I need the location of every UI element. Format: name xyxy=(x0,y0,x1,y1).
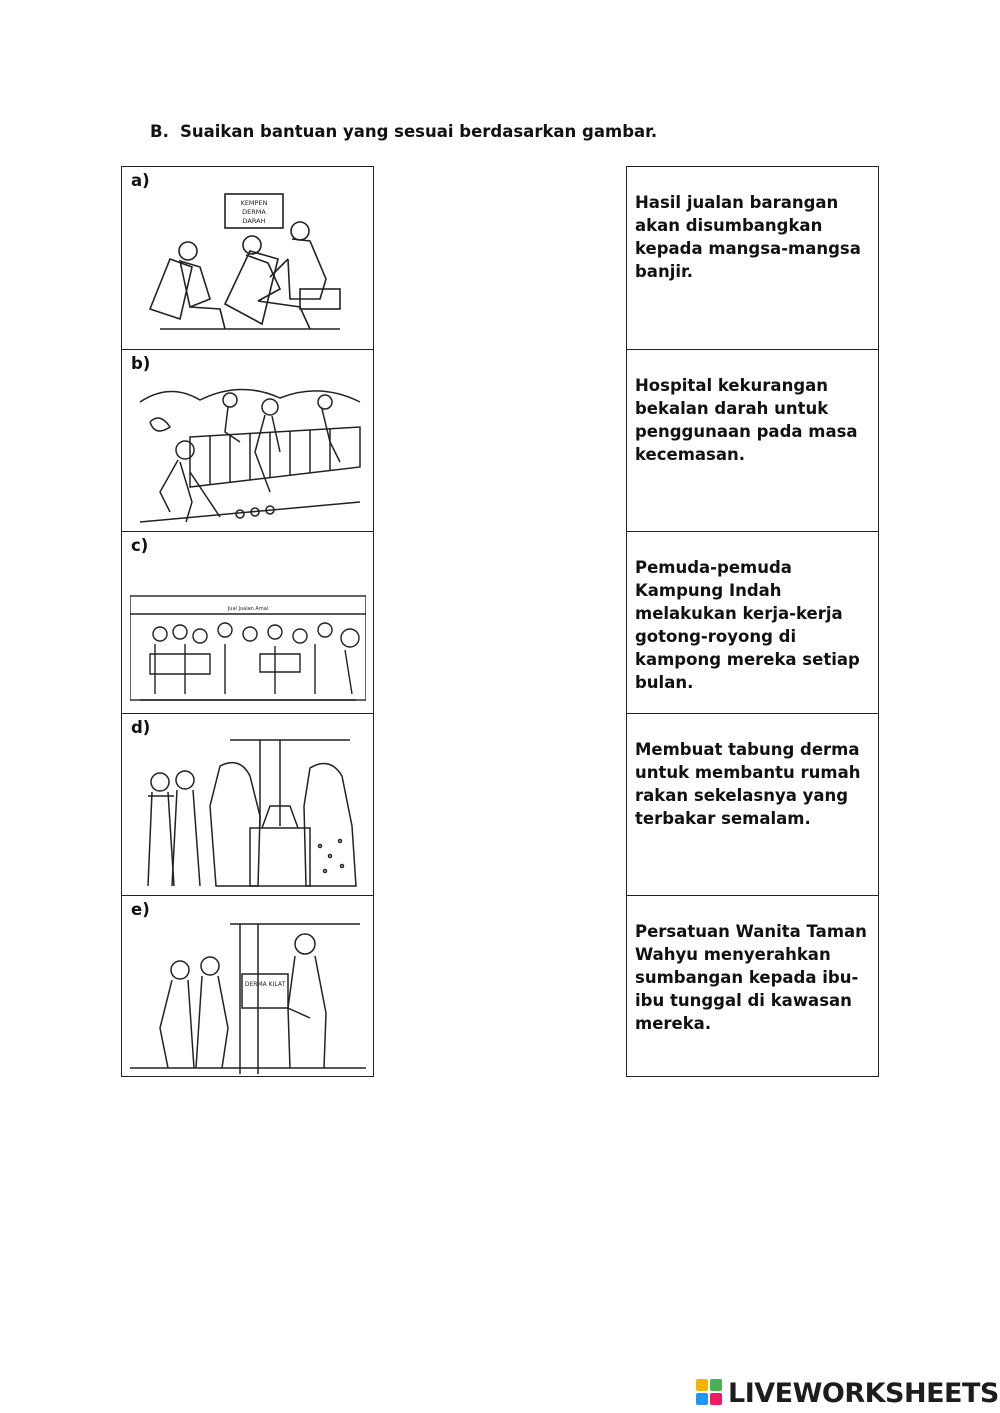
picture-label: a) xyxy=(131,171,150,190)
logo-grid-icon xyxy=(696,1379,724,1407)
clue-cell[interactable] xyxy=(627,349,878,531)
clue-cell[interactable] xyxy=(627,713,878,895)
instruction-text: Suaikan bantuan yang sesuai berdasarkan gambar. xyxy=(180,122,658,141)
liveworksheets-logo[interactable] xyxy=(696,1376,999,1410)
picture-column xyxy=(121,166,374,1077)
logo-text: LIVEWORKSHEETS xyxy=(728,1377,999,1409)
svg-text:DARAH: DARAH xyxy=(242,217,266,225)
clue-cell[interactable] xyxy=(627,167,878,349)
charity-sale-illustration xyxy=(130,554,366,710)
donation-box-illustration xyxy=(130,736,366,892)
picture-label: d) xyxy=(131,718,151,737)
banner-text: Jual Jualan Amal xyxy=(227,606,269,612)
sign-text: KEMPEN xyxy=(240,199,268,207)
clue-text: Membuat tabung derma untuk membantu rumah rakan sekelasnya yang terbakar semalam. xyxy=(635,740,861,828)
donation-handover-illustration xyxy=(130,918,366,1074)
picture-cell-d xyxy=(122,713,373,895)
section-instruction xyxy=(150,122,657,141)
sign-text: DERMA KILAT xyxy=(244,981,286,988)
section-letter: B. xyxy=(150,122,169,141)
svg-text:DERMA: DERMA xyxy=(242,208,266,216)
clue-cell[interactable] xyxy=(627,895,878,1077)
blood-donation-illustration xyxy=(130,189,366,345)
clue-text: Pemuda-pemuda Kampung Indah melakukan kerja-kerja gotong-royong di kampong mereka setiap bulan. xyxy=(635,558,860,692)
picture-cell-b xyxy=(122,349,373,531)
clue-column xyxy=(626,166,879,1077)
picture-label: c) xyxy=(131,536,149,555)
picture-label: b) xyxy=(131,354,151,373)
picture-cell-e xyxy=(122,895,373,1077)
clue-cell[interactable] xyxy=(627,531,878,713)
picture-label: e) xyxy=(131,900,150,919)
clue-text: Hospital kekurangan bekalan darah untuk penggunaan pada masa kecemasan. xyxy=(635,376,858,464)
clue-text: Hasil jualan barangan akan disumbangkan kepada mangsa-mangsa banjir. xyxy=(635,193,861,281)
picture-cell-a xyxy=(122,167,373,349)
gotong-royong-illustration xyxy=(130,372,366,528)
picture-cell-c xyxy=(122,531,373,713)
clue-text: Persatuan Wanita Taman Wahyu menyerahkan sumbangan kepada ibu-ibu tunggal di kawasan mereka. xyxy=(635,922,867,1033)
